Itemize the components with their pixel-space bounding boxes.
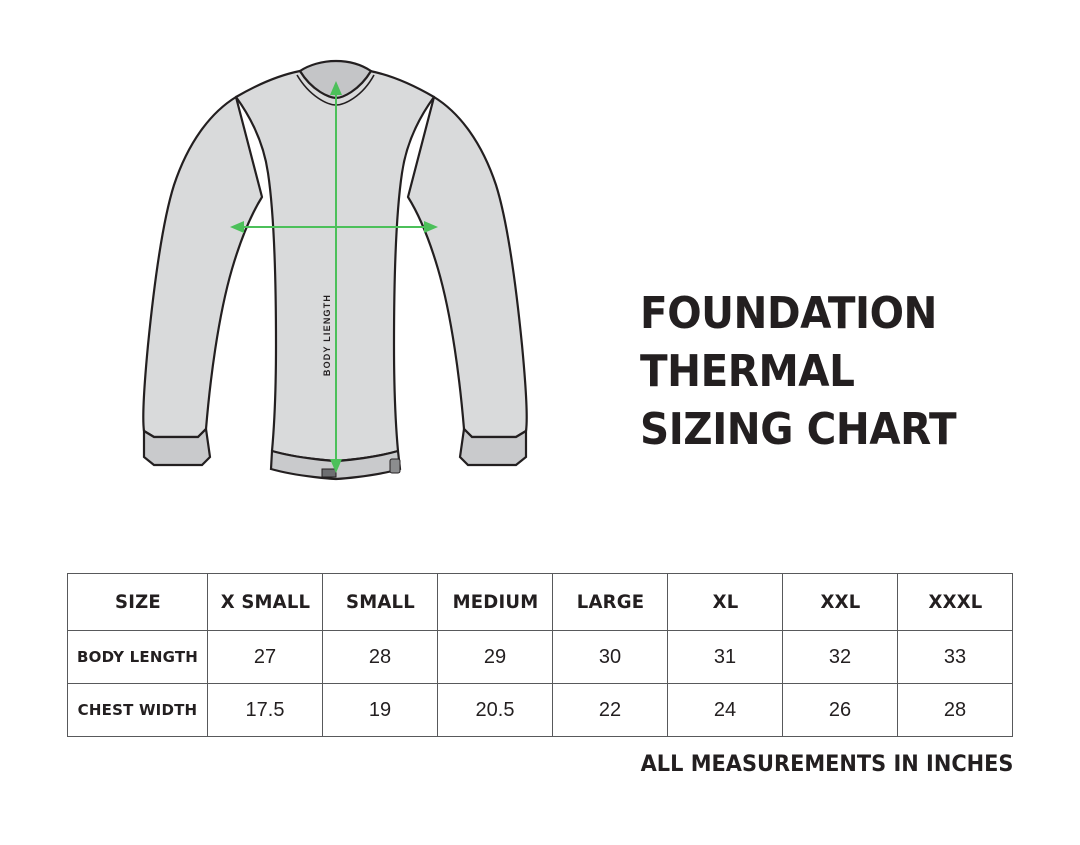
title-line-2: THERMAL xyxy=(640,346,855,397)
page-title xyxy=(640,285,1060,459)
measurements-note: ALL MEASUREMENTS IN INCHES xyxy=(640,752,1013,777)
row-label: CHEST WIDTH xyxy=(68,684,208,737)
column-header: LARGE xyxy=(555,574,664,631)
table-cell: 20.5 xyxy=(438,684,553,737)
size-chart-table-container xyxy=(67,573,1012,737)
table-cell: 17.5 xyxy=(208,684,323,737)
care-label xyxy=(322,469,336,477)
table-cell: 24 xyxy=(668,684,783,737)
table-cell: 30 xyxy=(553,631,668,684)
column-header: MEDIUM xyxy=(440,574,549,631)
row-label: BODY LENGTH xyxy=(68,631,208,684)
table-cell: 26 xyxy=(783,684,898,737)
title-line-1: FOUNDATION xyxy=(640,288,937,339)
table-cell: 28 xyxy=(898,684,1013,737)
table-cell: 28 xyxy=(323,631,438,684)
table-cell: 31 xyxy=(668,631,783,684)
table-row xyxy=(68,684,1013,737)
table-cell: 19 xyxy=(323,684,438,737)
column-header: SMALL xyxy=(325,574,434,631)
size-chart-table xyxy=(67,573,1013,737)
table-cell: 22 xyxy=(553,684,668,737)
table-cell: 33 xyxy=(898,631,1013,684)
column-header: XL xyxy=(670,574,779,631)
column-header: X SMALL xyxy=(210,574,319,631)
table-cell: 32 xyxy=(783,631,898,684)
table-header-row xyxy=(68,574,1013,631)
brand-tag xyxy=(390,459,400,473)
garment-illustration xyxy=(140,45,530,515)
table-cell: 27 xyxy=(208,631,323,684)
column-header: SIZE xyxy=(71,574,204,631)
table-row xyxy=(68,631,1013,684)
body-length-axis-label: BODY LIENGTH xyxy=(322,293,332,377)
title-line-3: SIZING CHART xyxy=(640,404,957,455)
column-header: XXL xyxy=(785,574,894,631)
column-header: XXXL xyxy=(900,574,1009,631)
table-cell: 29 xyxy=(438,631,553,684)
